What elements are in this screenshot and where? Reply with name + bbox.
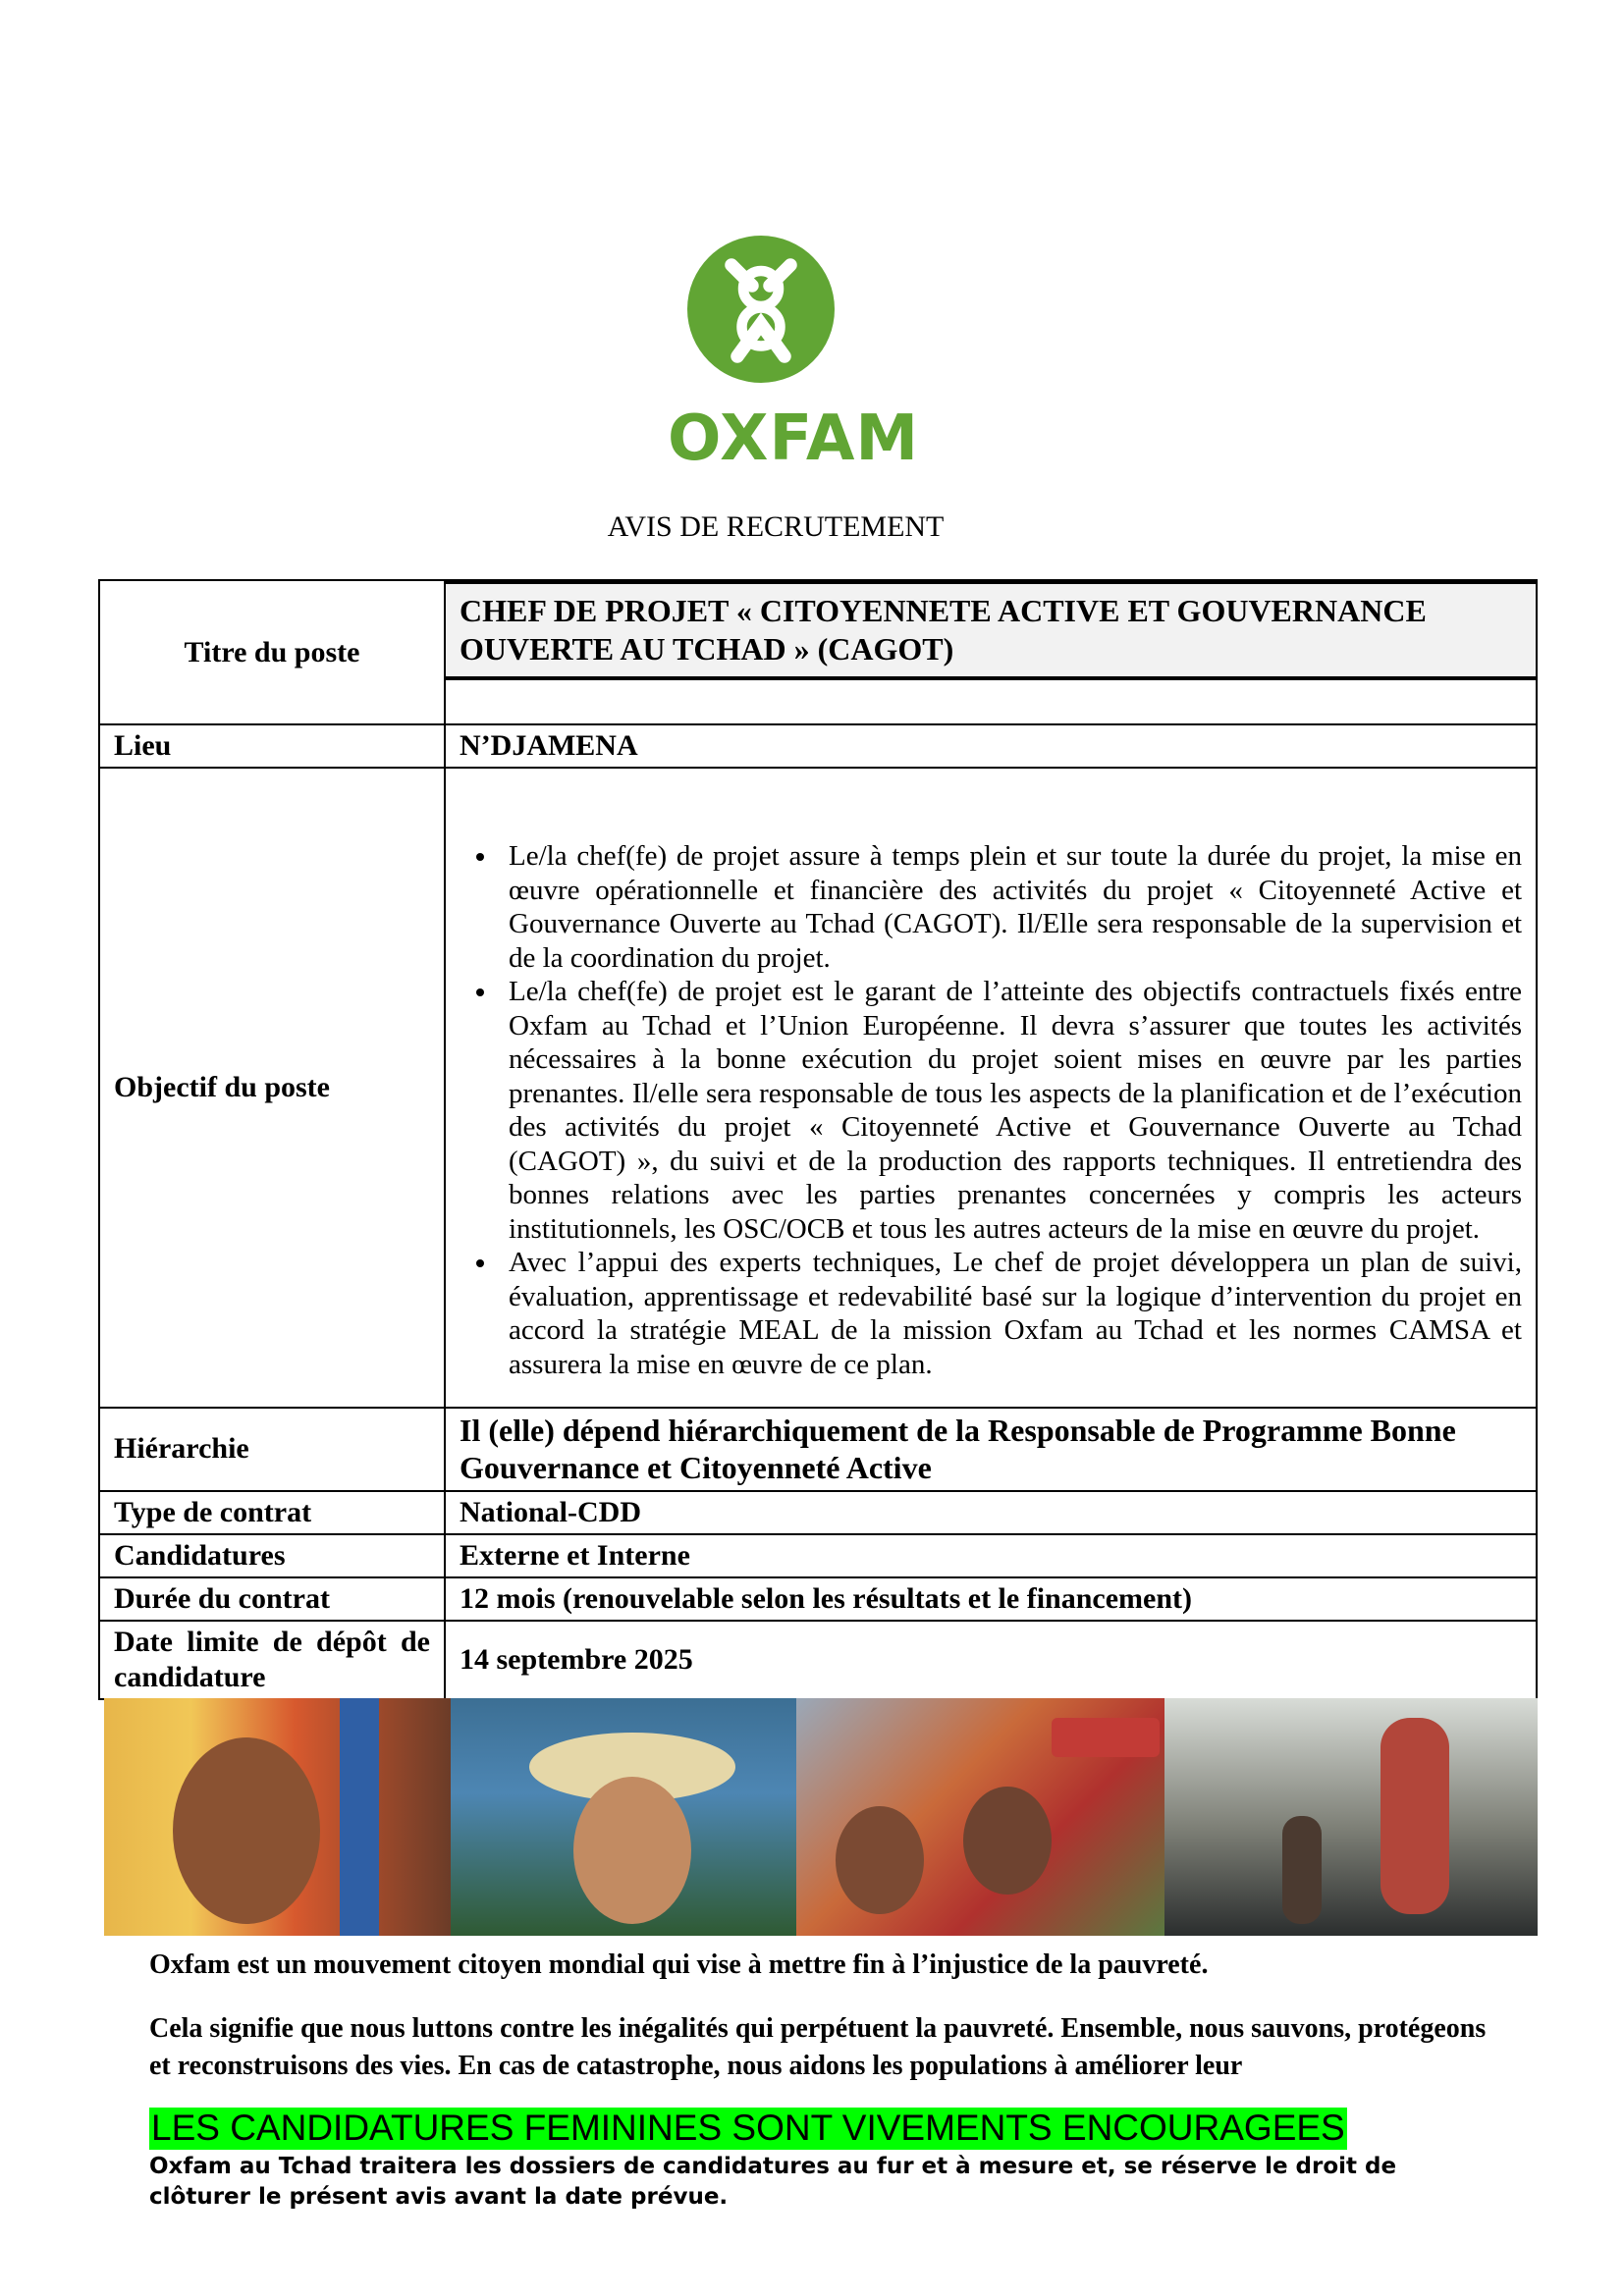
row-titre — [99, 580, 1537, 724]
value-contrat: National-CDD — [445, 1491, 1537, 1534]
label-hierarchie: Hiérarchie — [99, 1408, 445, 1491]
row-date-limite — [99, 1621, 1537, 1699]
label-objectif: Objectif du poste — [99, 768, 445, 1408]
row-lieu — [99, 724, 1537, 768]
mission-description: Cela signifie que nous luttons contre les inégalités qui perpétuent la pauvreté. Ensemble, nous sauvons, protégeons et reconstruisons des vies. En cas de catastrophe, nous aidons les populations à améliorer leur — [149, 2013, 1487, 2081]
women-protest-photo — [796, 1698, 1164, 1936]
value-duree: 12 mois (renouvelable selon les résultats et le financement) — [445, 1577, 1537, 1621]
list-item: • Le/la chef(fe) de projet assure à temps plein et sur toute la durée du projet, la mise en œuvre opérationnelle et financière des activités du projet « Citoyenneté Active et Gouvernance Ouverte au Tchad (CAGOT). Il/Elle sera responsable de la supervision et de la coordination du projet. — [499, 839, 1522, 975]
smiling-man-photo — [104, 1698, 451, 1936]
mission-statement: Oxfam est un mouvement citoyen mondial qui vise à mettre fin à l’injustice de la pauvreté. — [149, 1949, 1209, 1980]
job-title: CHEF DE PROJET « CITOYENNETE ACTIVE ET GOUVERNANCE OUVERTE AU TCHAD » (CAGOT) — [446, 581, 1536, 680]
label-lieu: Lieu — [99, 724, 445, 768]
list-item: • Avec l’appui des experts techniques, Le chef de projet développera un plan de suivi, évaluation, apprentissage et redevabilité basé sur la logique d’intervention du projet en accord la stratégie MEAL de la mission Oxfam au Tchad et les normes CAMSA et assurera la mise en œuvre de ce plan. — [499, 1246, 1522, 1381]
value-titre-cell — [445, 580, 1537, 724]
row-candidatures — [99, 1534, 1537, 1577]
label-titre: Titre du poste — [99, 580, 445, 724]
oxfam-emblem-icon — [687, 236, 835, 383]
closing-note: Oxfam au Tchad traitera les dossiers de candidatures au fur et à mesure et, se réserve le droit de clôturer le présent avis avant la date prévue. — [149, 2154, 1397, 2211]
photo-strip — [104, 1698, 1538, 1936]
job-details-table — [98, 579, 1538, 1700]
objectif-list — [460, 839, 1522, 1381]
water-pump-photo — [1164, 1698, 1538, 1936]
logo-wordmark: OXFAM — [668, 402, 920, 475]
value-date-limite: 14 septembre 2025 — [445, 1621, 1537, 1699]
value-lieu: N’DJAMENA — [445, 724, 1537, 768]
oxfam-logo — [668, 236, 920, 481]
label-contrat: Type de contrat — [99, 1491, 445, 1534]
row-objectif — [99, 768, 1537, 1408]
women-encouraged-banner: LES CANDIDATURES FEMININES SONT VIVEMENTS ENCOURAGEES — [151, 2108, 1345, 2148]
row-hierarchie — [99, 1408, 1537, 1491]
value-objectif — [445, 768, 1537, 1408]
label-candidatures: Candidatures — [99, 1534, 445, 1577]
value-candidatures: Externe et Interne — [445, 1534, 1537, 1577]
document-heading: AVIS DE RECRUTEMENT — [607, 510, 945, 543]
row-duree — [99, 1577, 1537, 1621]
label-date-limite: Date limite de dépôt de candidature — [99, 1621, 445, 1699]
list-item: • Le/la chef(fe) de projet est le garant de l’atteinte des objectifs contractuels fixés entre Oxfam au Tchad et l’Union Européenne. Il devra s’assurer que toutes les activités nécessaires à la bonne exécution du projet soient mises en œuvre par les parties prenantes. Il/elle sera responsable de tous les aspects de la planification et de l’exécution des activités du projet « Citoyenneté Active et Gouvernance Ouverte au Tchad (CAGOT) », du suivi et de la production des rapports techniques. Il entretiendra des bonnes relations avec les parties prenantes concernées y compris les acteurs institutionnels, les OSC/OCB et tous les autres acteurs de la mise en œuvre du projet. — [499, 975, 1522, 1246]
row-contrat — [99, 1491, 1537, 1534]
label-duree: Durée du contrat — [99, 1577, 445, 1621]
woman-straw-hat-photo — [451, 1698, 796, 1936]
value-hierarchie: Il (elle) dépend hiérarchiquement de la Responsable de Programme Bonne Gouvernance et Citoyenneté Active — [445, 1408, 1537, 1491]
